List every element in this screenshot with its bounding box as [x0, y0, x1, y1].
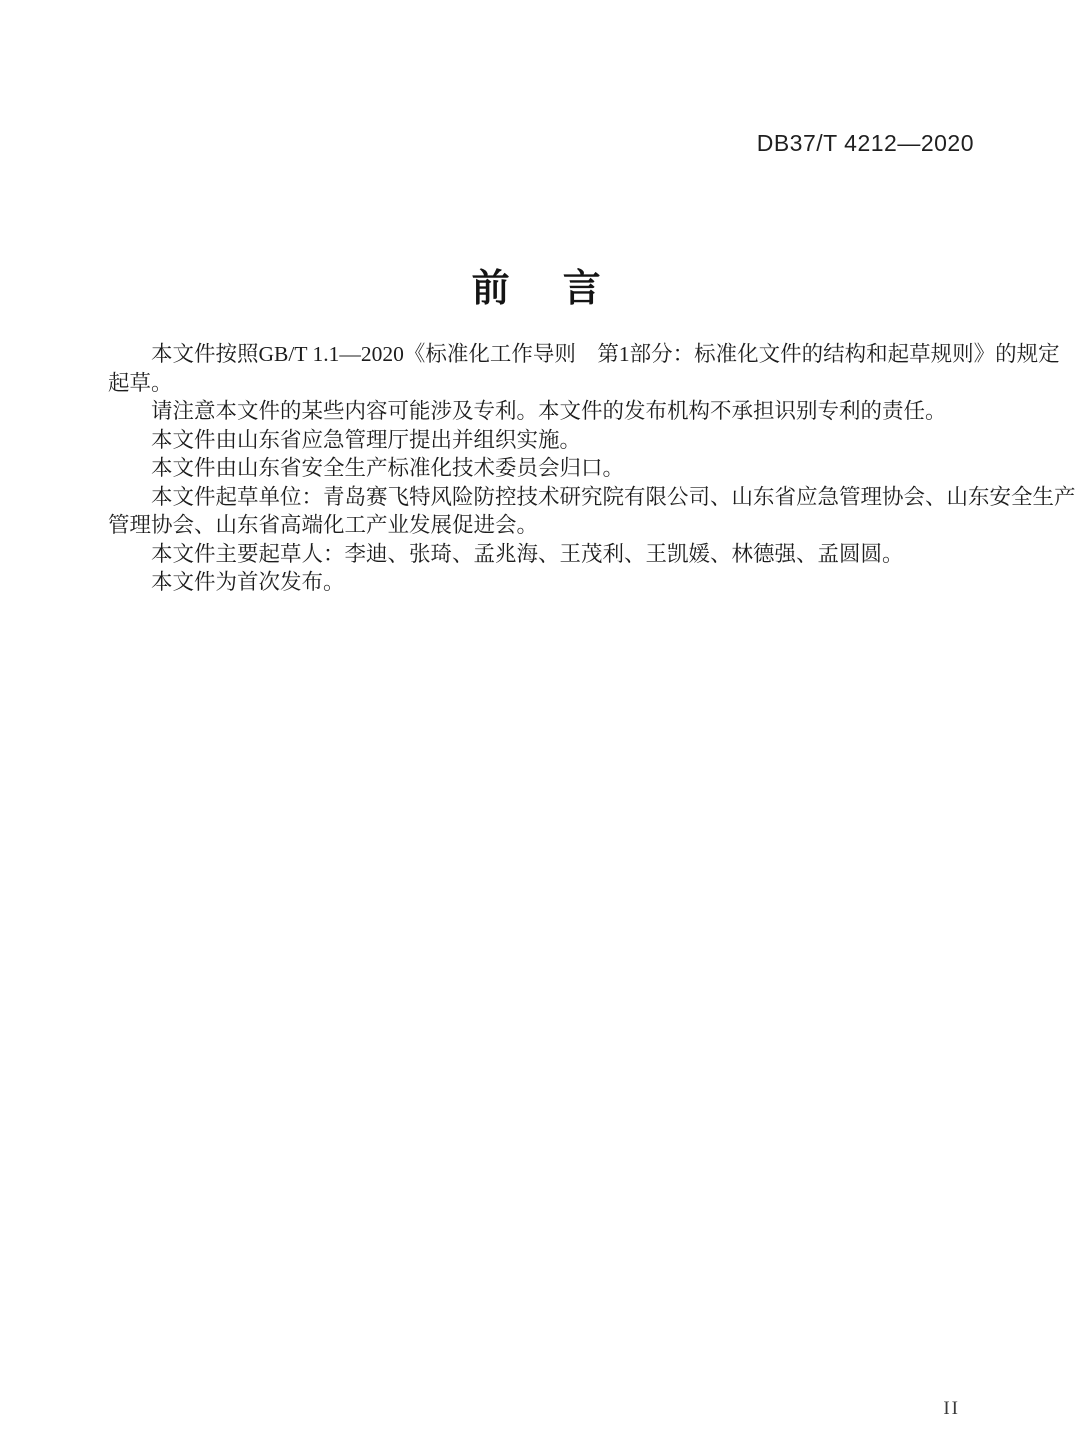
body-line: 本文件为首次发布。: [151, 570, 345, 594]
body-line: 起草。: [108, 370, 173, 395]
paragraph-first-release: [108, 568, 976, 597]
body-line: 请注意本文件的某些内容可能涉及专利。本文件的发布机构不承担识别专利的责任。: [151, 399, 947, 423]
paragraph-drafting-units: [108, 483, 1076, 540]
body-line: 本文件由山东省应急管理厅提出并组织实施。: [151, 427, 582, 452]
body-line: 本文件起草单位：青岛赛飞特风险防控技术研究院有限公司、山东省应急管理协会、山东安全生产: [151, 484, 1076, 509]
paragraph-centralized-org: [108, 454, 976, 483]
paragraph-main-drafters: [108, 540, 976, 569]
body-line: 本文件主要起草人：李迪、张琦、孟兆海、王茂利、王凯媛、林德强、孟圆圆。: [151, 541, 904, 566]
paragraph-proposing-org: [108, 426, 976, 455]
document-body: [108, 340, 1076, 597]
body-line: 本文件按照GB/T 1.1—2020《标准化工作导则 第1部分：标准化文件的结构和起草规则》的规定: [151, 342, 1060, 366]
paragraph-drafting-rules: [108, 340, 1060, 397]
document-code: DB37/T 4212—2020: [756, 130, 974, 156]
page-title: 前 言: [471, 268, 609, 311]
page-number: II: [943, 1398, 960, 1419]
body-line: 本文件由山东省安全生产标准化技术委员会归口。: [151, 456, 625, 480]
paragraph-patent-notice: [108, 397, 976, 426]
body-line: 管理协会、山东省高端化工产业发展促进会。: [108, 513, 539, 537]
